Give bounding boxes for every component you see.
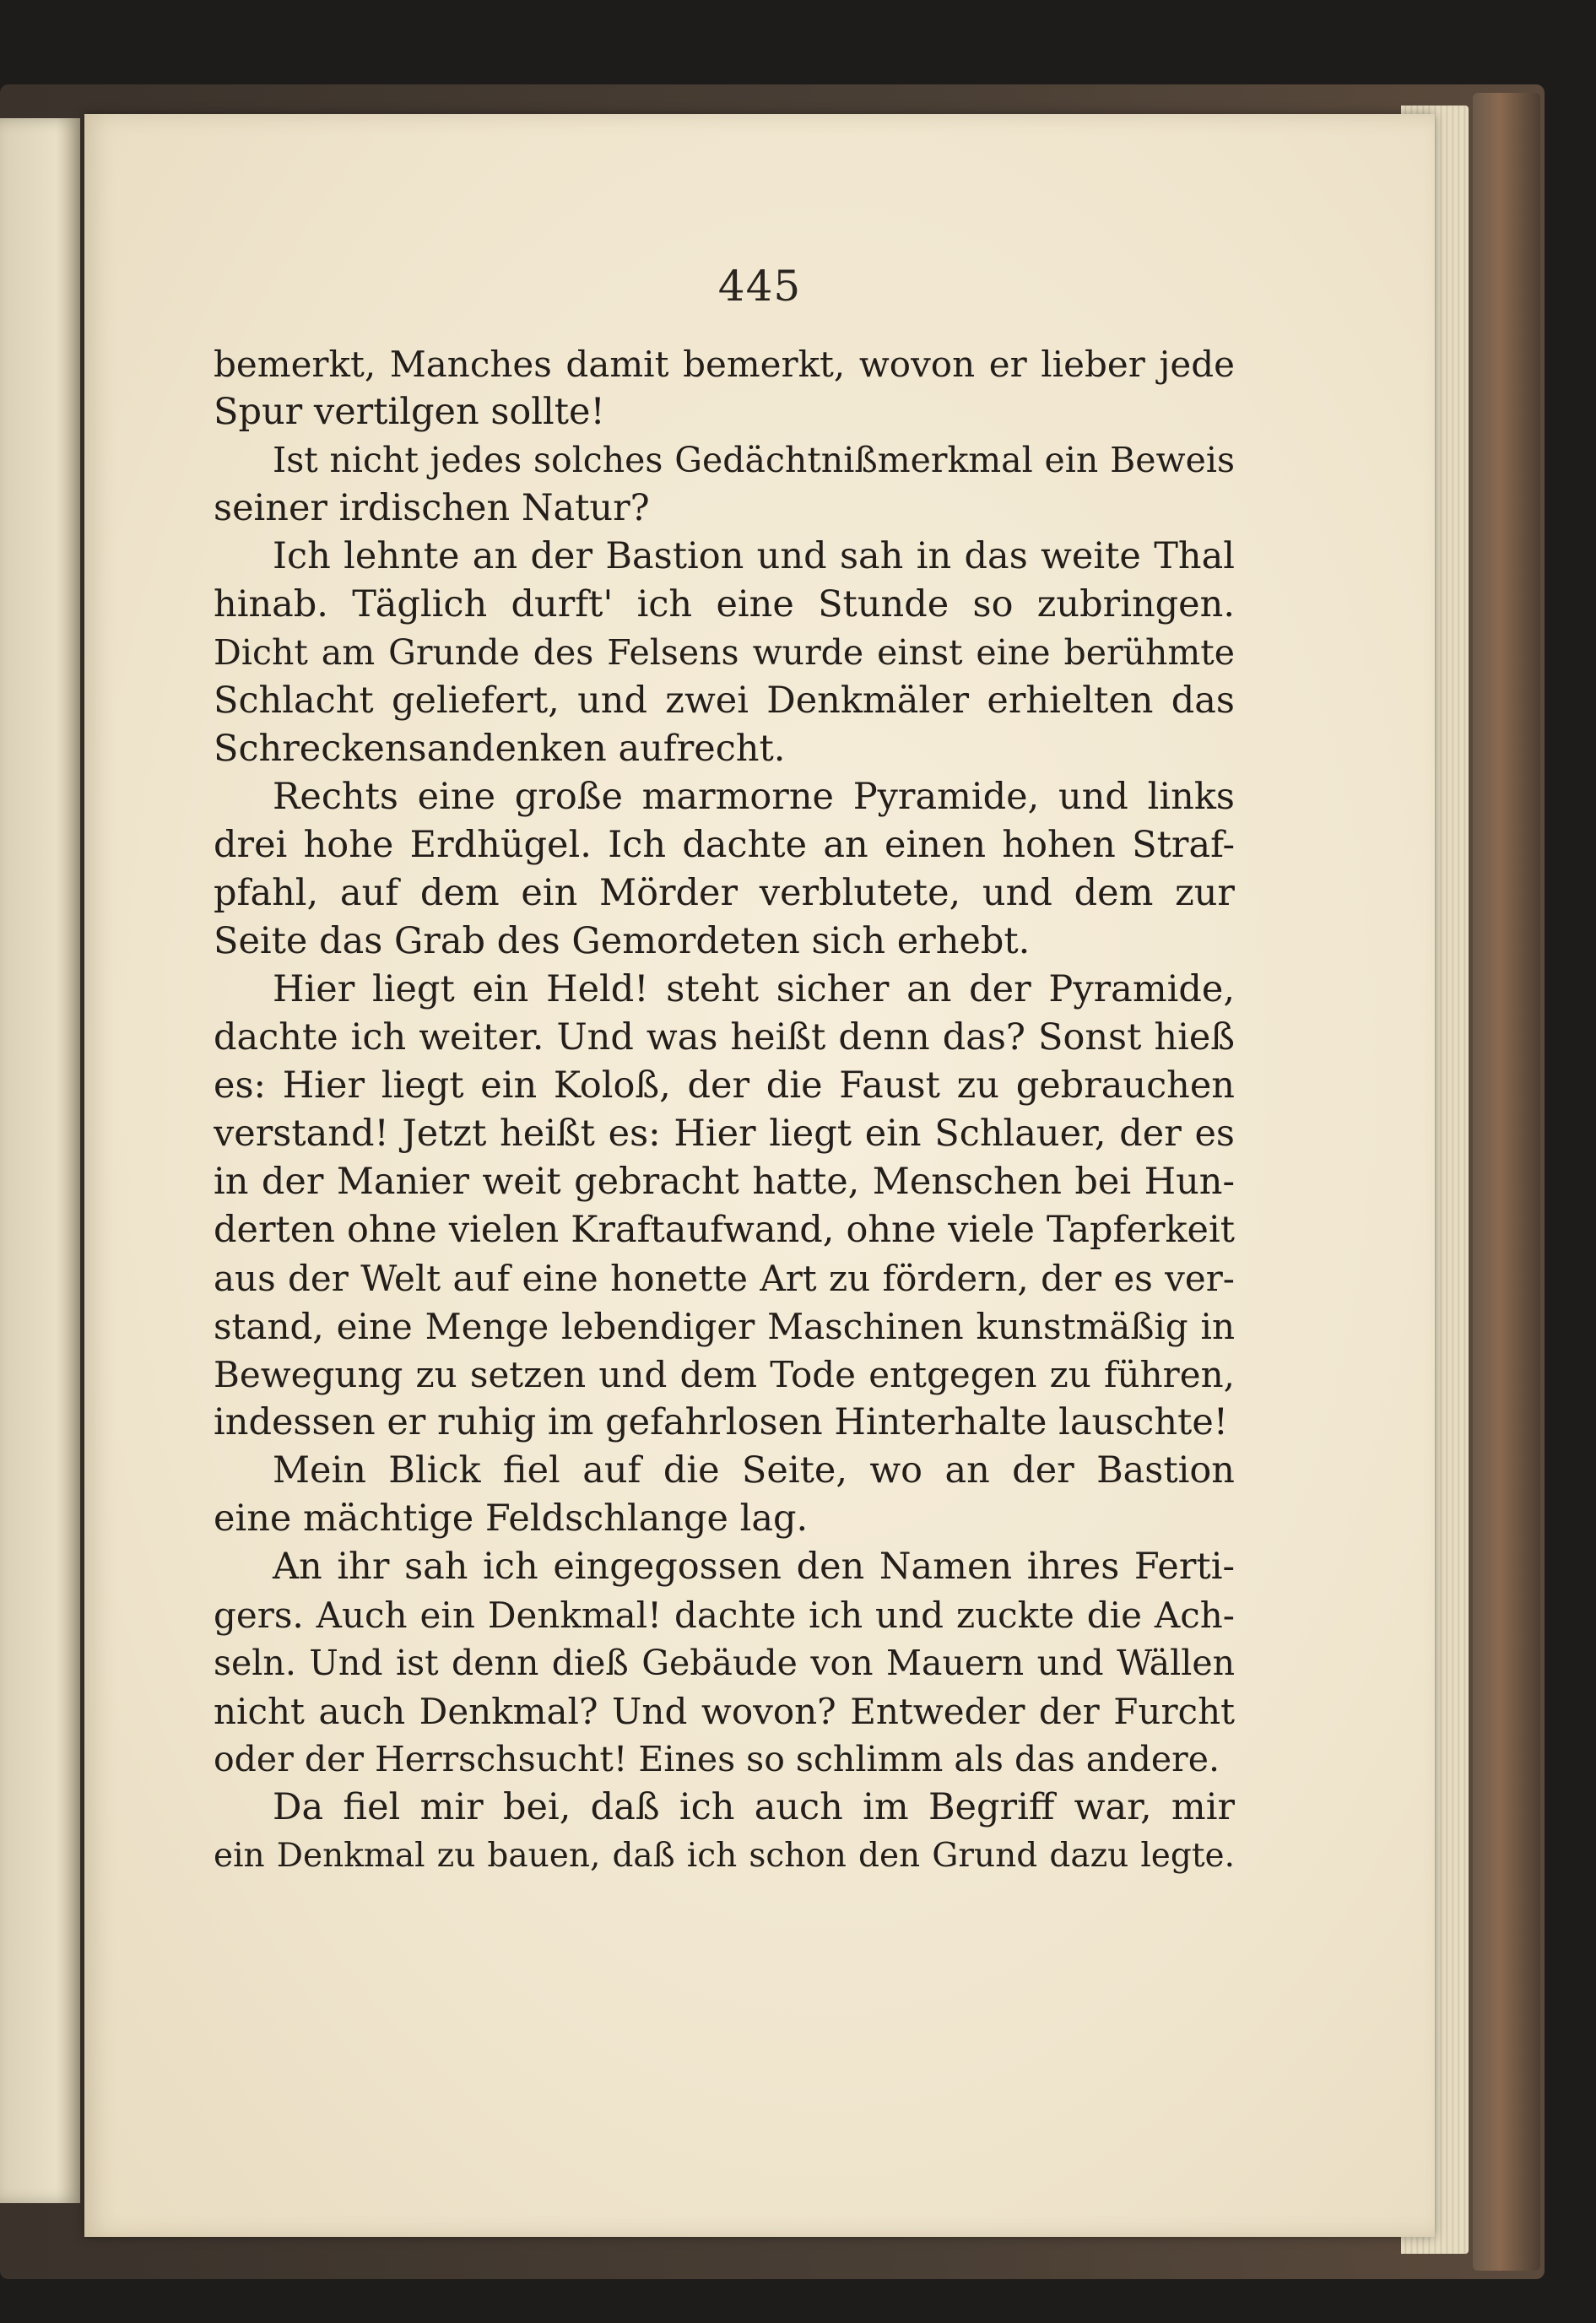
text-line: hinab. Täglich durft' ich eine Stunde so zubringen.	[214, 583, 1235, 625]
text-line: Ich lehnte an der Bastion und sah in das weite Thal	[273, 535, 1235, 577]
text-line: derten ohne vielen Kraftaufwand, ohne viele Tapferkeit	[214, 1209, 1235, 1251]
text-line: An ihr sah ich eingegossen den Namen ihres Ferti-	[273, 1546, 1235, 1588]
text-line: ein Denkmal zu bauen, daß ich schon den Grund dazu legte.	[214, 1837, 1235, 1875]
text-line: Spur vertilgen sollte!	[214, 391, 605, 433]
text-line: nicht auch Denkmal? Und wovon? Entweder der Furcht	[214, 1691, 1235, 1732]
text-line: gers. Auch ein Denkmal! dachte ich und zuckte die Ach-	[214, 1595, 1235, 1636]
text-line: verstand! Jetzt heißt es: Hier liegt ein Schlauer, der es	[214, 1113, 1235, 1155]
text-line: pfahl, auf dem ein Mörder verblutete, und dem zur	[214, 872, 1235, 914]
text-line: dachte ich weiter. Und was heißt denn das? Sonst hieß	[214, 1016, 1235, 1059]
text-line: Hier liegt ein Held! steht sicher an der Pyramide,	[273, 968, 1235, 1010]
text-line: aus der Welt auf eine honette Art zu fördern, der es ver-	[214, 1258, 1235, 1299]
text-line: Schlacht geliefert, und zwei Denkmäler erhielten das	[214, 680, 1235, 722]
text-line: in der Manier weit gebracht hatte, Menschen bei Hun-	[214, 1161, 1235, 1203]
text-line: Schreckensandenken aufrecht.	[214, 728, 786, 770]
text-line: Mein Blick fiel auf die Seite, wo an der Bastion	[273, 1449, 1235, 1492]
text-line: drei hohe Erdhügel. Ich dachte an einen hohen Straf-	[214, 824, 1235, 866]
book-page	[84, 114, 1435, 2237]
text-line: oder der Herrschsucht! Eines so schlimm als das andere.	[214, 1739, 1220, 1779]
text-line: eine mächtige Feldschlange lag.	[214, 1497, 809, 1540]
text-line: seln. Und ist denn dieß Gebäude von Mauern und Wällen	[214, 1643, 1235, 1683]
page-text	[214, 340, 1235, 1880]
text-line: Rechts eine große marmorne Pyramide, und links	[273, 776, 1235, 818]
text-line: Seite das Grab des Gemordeten sich erhebt.	[214, 920, 1031, 962]
text-line: seiner irdischen Natur?	[214, 487, 650, 529]
text-line: indessen er ruhig im gefahrlosen Hinterhalte lauschte!	[214, 1401, 1229, 1443]
book-spine-edge	[1473, 93, 1540, 2271]
text-line: bemerkt, Manches damit bemerkt, wovon er lieber jede	[214, 344, 1235, 385]
text-line: Ist nicht jedes solches Gedächtnißmerkmal ein Beweis	[273, 440, 1235, 480]
previous-page-edge	[0, 118, 80, 2203]
text-line: es: Hier liegt ein Koloß, der die Faust zu gebrauchen	[214, 1064, 1235, 1107]
text-line: Dicht am Grunde des Felsens wurde einst eine berühmte	[214, 632, 1235, 673]
text-line: stand, eine Menge lebendiger Maschinen kunstmäßig in	[214, 1306, 1235, 1347]
text-line: Da fiel mir bei, daß ich auch im Begriff war, mir	[273, 1786, 1235, 1828]
page-number: 445	[717, 262, 802, 311]
text-line: Bewegung zu setzen und dem Tode entgegen zu führen,	[214, 1354, 1235, 1395]
